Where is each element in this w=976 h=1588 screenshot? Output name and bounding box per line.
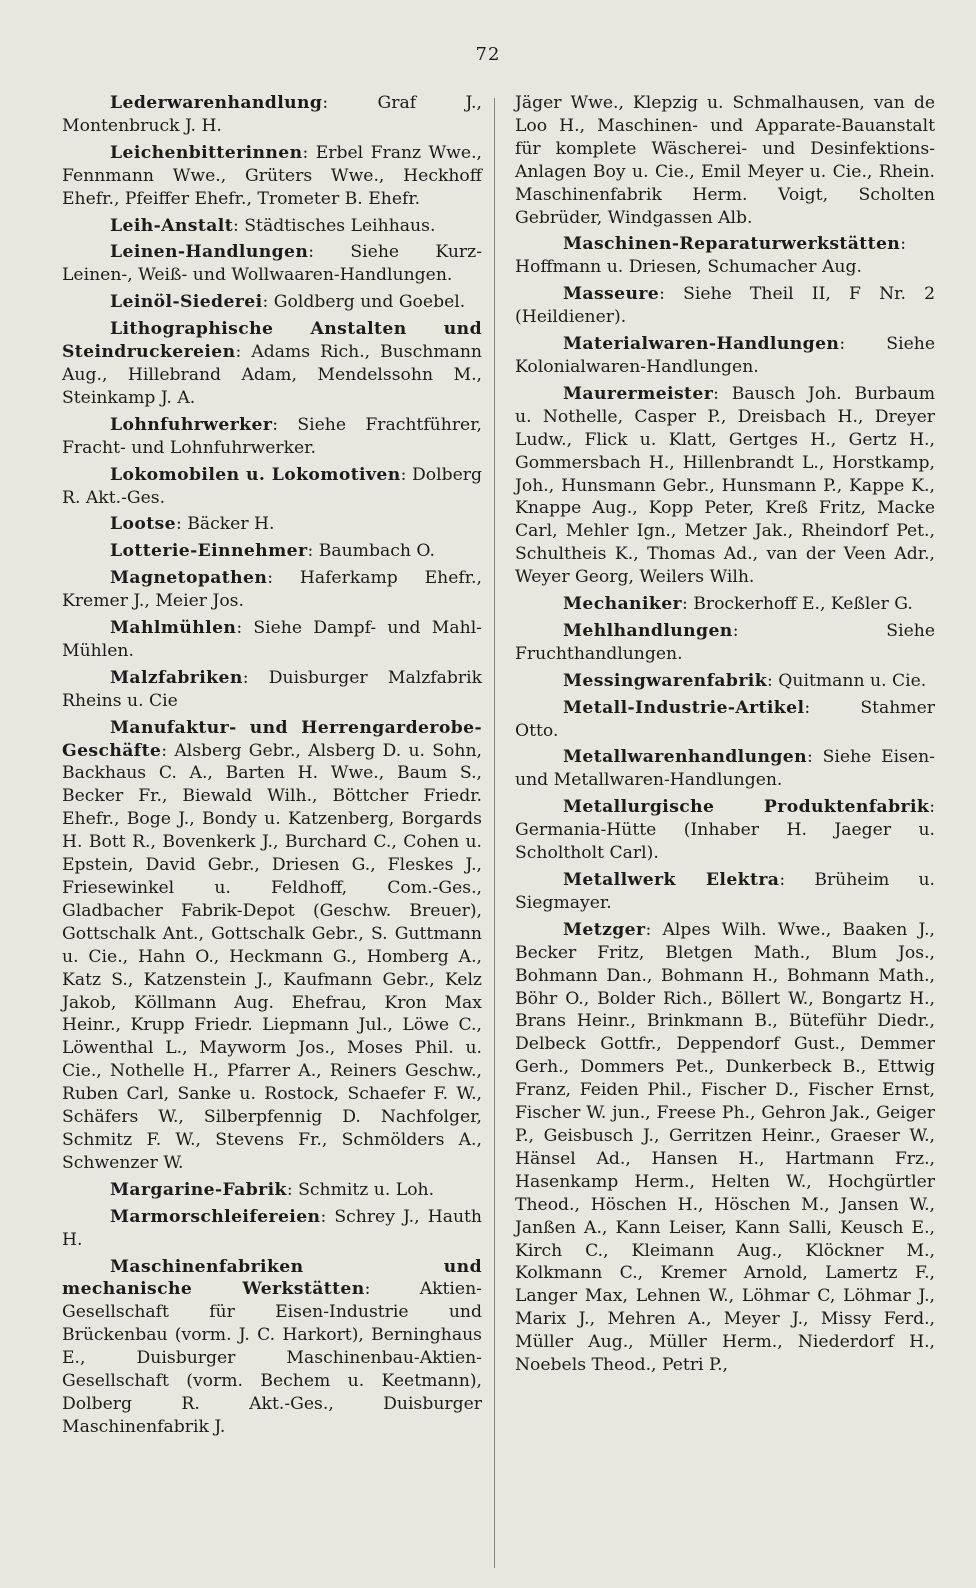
entry-heading: Lohnfuhrwerker (110, 414, 273, 435)
entry-text: : Dolberg R. Akt.-Ges. (62, 464, 482, 508)
entry-text: : Siehe Fruchthandlungen. (515, 620, 935, 664)
left-column (62, 92, 482, 1443)
entry-text: : Baumbach O. (307, 541, 435, 562)
entry-text: : Erbel Franz Wwe., Fennmann Wwe., Grüters Wwe., Heckhoff Ehefr., Pfeiffer Ehefr., Trometer B. Ehefr. (62, 142, 482, 209)
entry-text: : Schrey J., Hauth H. (62, 1206, 482, 1250)
entry-heading: Lokomobilen u. Lokomotiven (110, 464, 401, 485)
directory-entry (62, 1206, 482, 1252)
directory-entry (515, 92, 935, 229)
entry-heading: Mechaniker (563, 594, 682, 615)
entry-heading: Materialwaren-Handlungen (563, 334, 840, 355)
entry-heading: Leinöl-Siederei (110, 292, 263, 313)
page-number: 72 (475, 44, 501, 65)
directory-entry (515, 333, 935, 379)
entry-text: : Brüheim u. Siegmayer. (515, 870, 935, 913)
entry-text: : Siehe Kolonialwaren-Handlungen. (515, 334, 935, 377)
directory-entry (515, 796, 935, 865)
column-divider (494, 98, 495, 1568)
entry-heading: Metallurgische Produktenfabrik (563, 797, 930, 818)
entry-text: : Germania-Hütte (Inhaber H. Jaeger u. Scholtholt Carl). (515, 797, 935, 864)
entry-heading: Manufaktur- und Herrengarderobe-Geschäfte (62, 717, 482, 761)
directory-entry (515, 620, 935, 666)
entry-heading: Metall-Industrie-Artikel (563, 697, 805, 718)
directory-entry (62, 567, 482, 613)
directory-entry (515, 869, 935, 915)
directory-entry (515, 383, 935, 589)
entry-heading: Maschinenfabriken und mechanische Werkstätten (62, 1256, 482, 1300)
entry-text: : Adams Rich., Buschmann Aug., Hillebrand Adam, Mendelssohn M., Steinkamp J. A. (62, 342, 482, 408)
directory-entry (62, 1179, 482, 1202)
entry-text: : Graf J., Montenbruck J. H. (62, 93, 482, 136)
entry-text: : Haferkamp Ehefr., Kremer J., Meier Jos. (62, 568, 482, 612)
entry-heading: Leinen-Handlungen (110, 242, 309, 263)
entry-text: : Aktien-Gesellschaft für Eisen-Industrie und Brückenbau (vorm. J. C. Harkort), Berninghaus E., Duisburger Maschinenbau-Aktien-Gesellschaft (vorm. Bechem u. Keetmann), Dolberg R. Akt.-Ges., Duisburger Maschinenfabrik J. (62, 1279, 482, 1437)
entry-heading: Mahlmühlen (110, 618, 237, 639)
entry-text: : Städtisches Leihhaus. (233, 215, 436, 236)
directory-entry (515, 233, 935, 279)
entry-heading: Lithographische Anstalten und Steindruckereien (62, 319, 482, 363)
directory-entry (62, 1256, 482, 1439)
entry-text: : Stahmer Otto. (515, 697, 935, 741)
directory-entry (62, 667, 482, 713)
directory-entry (62, 513, 482, 536)
directory-entry (515, 283, 935, 329)
entry-text: : Bausch Joh. Burbaum u. Nothelle, Casper P., Dreisbach H., Dreyer Ludw., Flick u. Klatt, Gertges H., Gertz H., Gommersbach H., Hillenbrandt L., Horstkamp, Joh., Hunsmann Gebr., Hunsmann P., Kappe K., Knappe Aug., Kopp Peter, Kreß Fritz, Macke Carl, Mehler Ign., Metzer Jak., Rheindorf Pet., Schultheis K., Thomas Ad., van der Veen Adr., Weyer Georg, Weilers Wilh. (515, 383, 935, 588)
entry-text: : Siehe Eisen- und Metallwaren-Handlungen. (515, 747, 935, 791)
directory-entry (515, 919, 935, 1377)
entry-heading: Messingwarenfabrik (563, 670, 768, 691)
entry-heading: Masseure (563, 284, 660, 305)
entry-text: : Alsberg Gebr., Alsberg D. u. Sohn, Backhaus C. A., Barten H. Wwe., Baum S., Becker Fr., Biewald Wilh., Böttcher Friedr. Ehefr., Boge J., Bondy u. Katzenberg, Borgards H. Bott R., Bovenkerk J., Burchard C., Cohen u. Epstein, David Gebr., Driesen G., Fleskes J., Friesewinkel u. Feldhoff, Com.-Ges., Gladbacher Fabrik-Depot (Geschw. Breuer), Gottschalk Ant., Gottschalk Gebr., S. Guttmann u. Cie., Hahn O., Heckmann G., Homberg A., Katz S., Katzenstein J., Kaufmann Gebr., Kelz Jakob, Köllmann Aug. Ehefrau, Kron Max Heinr., Krupp Friedr. Liepmann Jul., Löwe C., Löwenthal L., Mayworm Jos., Moses Phil. u. Cie., Nothelle H., Pfarrer A., Reiners Geschw., Ruben Carl, Sanke u. Rostock, Schaefer F. W., Schäfers W., Silberpfennig D. Nachfolger, Schmitz F. W., Stevens Fr., Schmölders A., Schwenzer W. (62, 740, 482, 1173)
entry-text: : Bäcker H. (175, 514, 275, 535)
directory-entry (62, 414, 482, 460)
directory-entry (62, 241, 482, 287)
entry-heading: Metallwarenhandlungen (563, 747, 808, 768)
entry-heading: Metzger (563, 919, 646, 940)
entry-text: : Schmitz u. Loh. (286, 1179, 435, 1200)
entry-text: : Duisburger Malzfabrik Rheins u. Cie (62, 667, 482, 711)
directory-entry (62, 215, 482, 238)
directory-entry (62, 540, 482, 563)
entry-heading: Maurermeister (563, 383, 714, 404)
entry-text: : Siehe Kurz-Leinen-, Weiß- und Wollwaaren-Handlungen. (62, 242, 482, 286)
directory-entry (62, 464, 482, 510)
entry-heading: Metallwerk Elektra (563, 870, 780, 890)
directory-entry (515, 746, 935, 792)
entry-text: : Goldberg und Goebel. (262, 292, 466, 313)
entry-heading: Lootse (110, 514, 176, 535)
entry-heading: Lederwarenhandlung (110, 93, 323, 113)
entry-heading: Malzfabriken (110, 667, 243, 688)
entry-heading: Leih-Anstalt (110, 215, 234, 236)
entry-text: : Brockerhoff E., Keßler G. (681, 594, 913, 615)
entry-heading: Mehlhandlungen (563, 620, 733, 641)
directory-entry (62, 92, 482, 138)
entry-text: : Alpes Wilh. Wwe., Baaken J., Becker Fritz, Bletgen Math., Blum Jos., Bohmann Dan., Bohmann H., Bohmann Math., Böhr O., Bolder Rich., Böllert W., Bongartz H., Brans Heinr., Brinkmann B., Büteführ Diedr., Delbeck Gottfr., Deppendorf Gust., Demmer Gerh., Dommers Pet., Dunkerbeck B., Ettwig Franz, Feiden Phil., Fischer D., Fischer Ernst, Fischer W. jun., Freese Ph., Gehron Jak., Geiger P., Geisbusch J., Gerritzen Heinr., Graeser W., Hänsel Ad., Hansen H., Hartmann Frz., Hasenkamp Herm., Helten W., Hochgürtler Theod., Höschen H., Höschen M., Jansen W., Janßen A., Kann Leiser, Kann Salli, Keusch E., Kirch C., Kleimann Aug., Klöckner M., Kolkmann C., Kremer Arnold, Lamertz F., Langer Max, Lehnen W., Löhmar C, Löhmar J., Marix J., Mehren A., Meyer J., Missy Ferd., Müller Aug., Müller Herm., Niederdorf H., Noebels Theod., Petri P., (515, 919, 935, 1376)
entry-text: Jäger Wwe., Klepzig u. Schmalhausen, van de Loo H., Maschinen- und Apparate-Bauanstalt für komplete Wäscherei- und Desinfektions-Anlagen Boy u. Cie., Emil Meyer u. Cie., Rhein. Maschinenfabrik Herm. Voigt, Scholten Gebrüder, Windgassen Alb. (515, 93, 935, 228)
directory-entry (62, 318, 482, 410)
entry-heading: Margarine-Fabrik (110, 1179, 287, 1200)
entry-heading: Lotterie-Einnehmer (110, 541, 308, 562)
entry-heading: Marmorschleifereien (110, 1206, 321, 1227)
entry-text: : Siehe Frachtführer, Fracht- und Lohnfuhrwerker. (62, 414, 482, 458)
directory-entry (62, 142, 482, 211)
entry-text: : Siehe Theil II, F Nr. 2 (Heildiener). (515, 284, 935, 328)
directory-entry (515, 670, 935, 693)
entry-heading: Magnetopathen (110, 568, 268, 589)
entry-heading: Leichenbitterinnen (110, 142, 303, 163)
directory-entry (515, 593, 935, 616)
directory-entry (515, 697, 935, 743)
directory-entry (62, 617, 482, 663)
entry-text: : Quitmann u. Cie. (767, 670, 927, 691)
entry-text: : Hoffmann u. Driesen, Schumacher Aug. (515, 234, 906, 278)
entry-text: : Siehe Dampf- und Mahl-Mühlen. (62, 618, 482, 661)
right-column (515, 92, 935, 1381)
entry-heading: Maschinen-Reparaturwerkstätten (563, 234, 901, 255)
directory-entry (62, 291, 482, 314)
directory-entry (62, 717, 482, 1175)
